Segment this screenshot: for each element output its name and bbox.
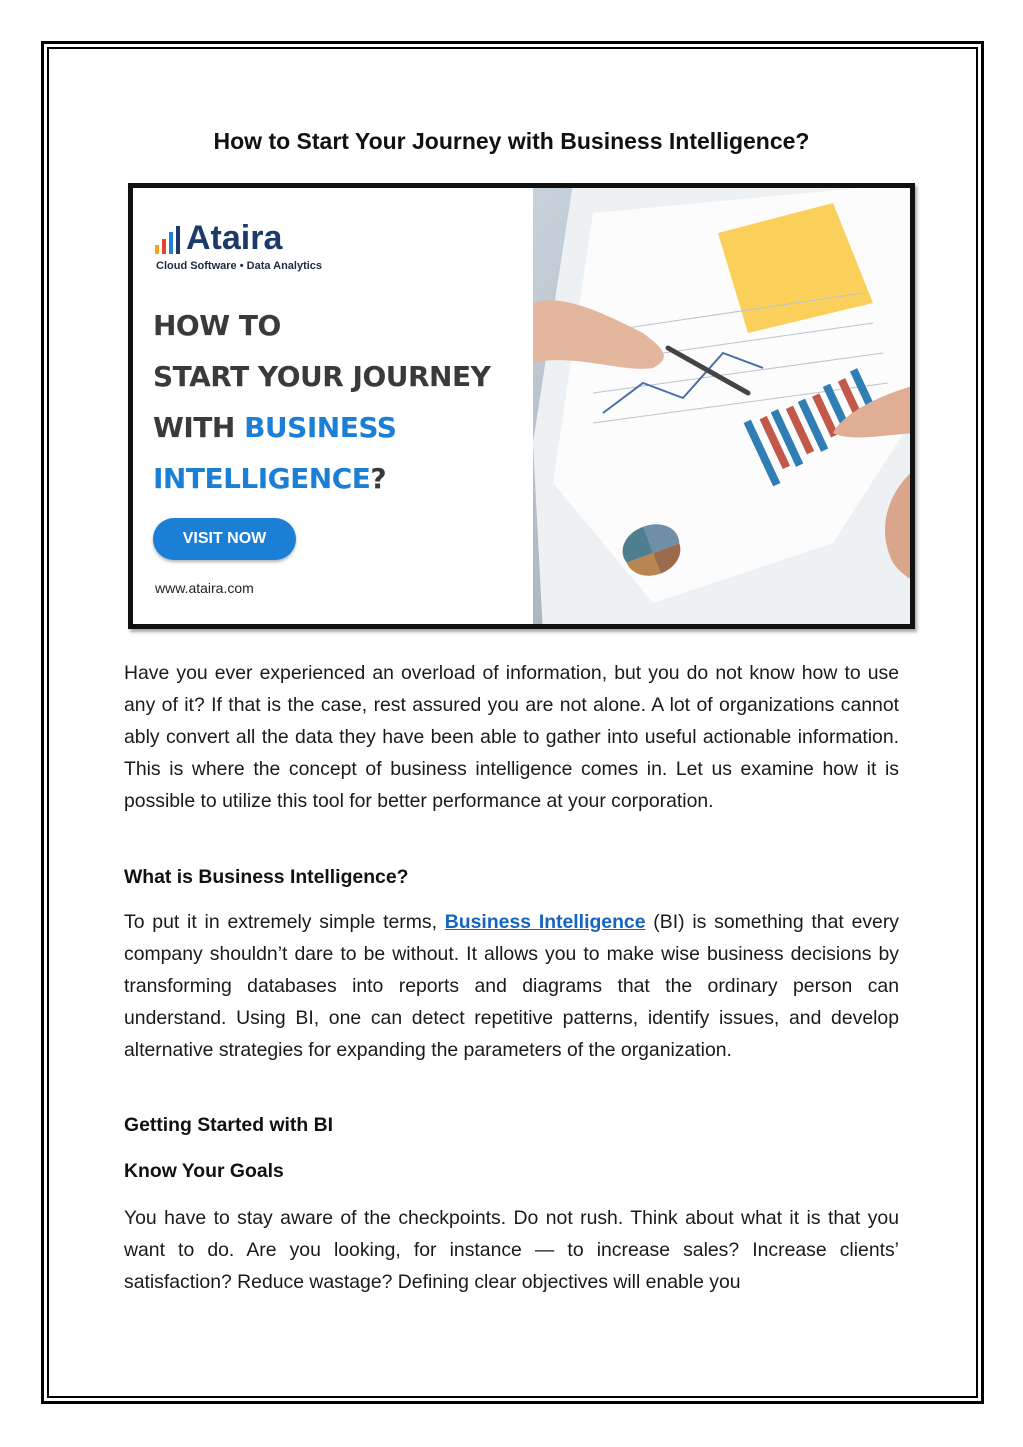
logo-tagline: Cloud Software • Data Analytics — [156, 260, 323, 272]
bi-definition-paragraph — [124, 906, 899, 1066]
page-title: How to Start Your Journey with Business Intelligence? — [213, 128, 810, 154]
definition-text-end: (BI) is something that every company shouldn’t dare to be without. It allows you to make wise business decisions by transforming databases into reports and diagrams that the ordinary person can understand. Using BI, one can detect repetitive patterns, identify issues, and develop alternative strategies for expanding the parameters of the organization. — [124, 911, 899, 1061]
headline-question-mark: ? — [370, 462, 387, 495]
heading-getting-started: Getting Started with BI — [124, 1114, 333, 1136]
definition-text-start: To put it in extremely simple terms, — [124, 911, 445, 933]
intro-paragraph — [124, 657, 899, 817]
goals-paragraph — [124, 1202, 899, 1298]
logo-name: Ataira — [186, 219, 283, 257]
headline-intelligence: INTELLIGENCE — [153, 462, 371, 495]
heading-know-your-goals: Know Your Goals — [124, 1160, 284, 1182]
goals-paragraph-text: You have to stay aware of the checkpoints. Do not rush. Think about what it is that you want to do. Are you looking, for instance — to increase sales? Increase clients’ satisfaction? Reduce wastage? Defining clear objectives will enable you — [124, 1207, 899, 1293]
headline-line-1: HOW TO — [153, 309, 281, 342]
visit-now-button[interactable]: VISIT NOW — [153, 518, 296, 560]
headline-line-4 — [153, 453, 490, 504]
headline-line-3 — [153, 402, 490, 453]
promo-banner[interactable] — [128, 183, 915, 629]
website-url[interactable]: www.ataira.com — [155, 580, 254, 596]
heading-what-is-bi: What is Business Intelligence? — [124, 866, 409, 888]
headline-business: BUSINESS — [244, 411, 397, 444]
business-intelligence-link[interactable]: Business Intelligence — [444, 911, 646, 933]
intro-paragraph-text: Have you ever experienced an overload of information, but you do not know how to use any of it? If that is the case, rest assured you are not alone. A lot of organizations cannot ably convert all the data they have been able to gather into useful actionable information. This is where the concept of business intelligence comes in. Let us examine how it is possible to utilize this tool for better performance at your corporation. — [124, 662, 899, 812]
headline-line-2: START YOUR JOURNEY — [153, 360, 491, 393]
headline-with: WITH — [153, 411, 245, 444]
analytics-photo — [533, 183, 915, 629]
bar-chart-logo-icon — [155, 226, 180, 254]
banner-headline — [153, 300, 490, 504]
ataira-logo — [155, 219, 283, 257]
